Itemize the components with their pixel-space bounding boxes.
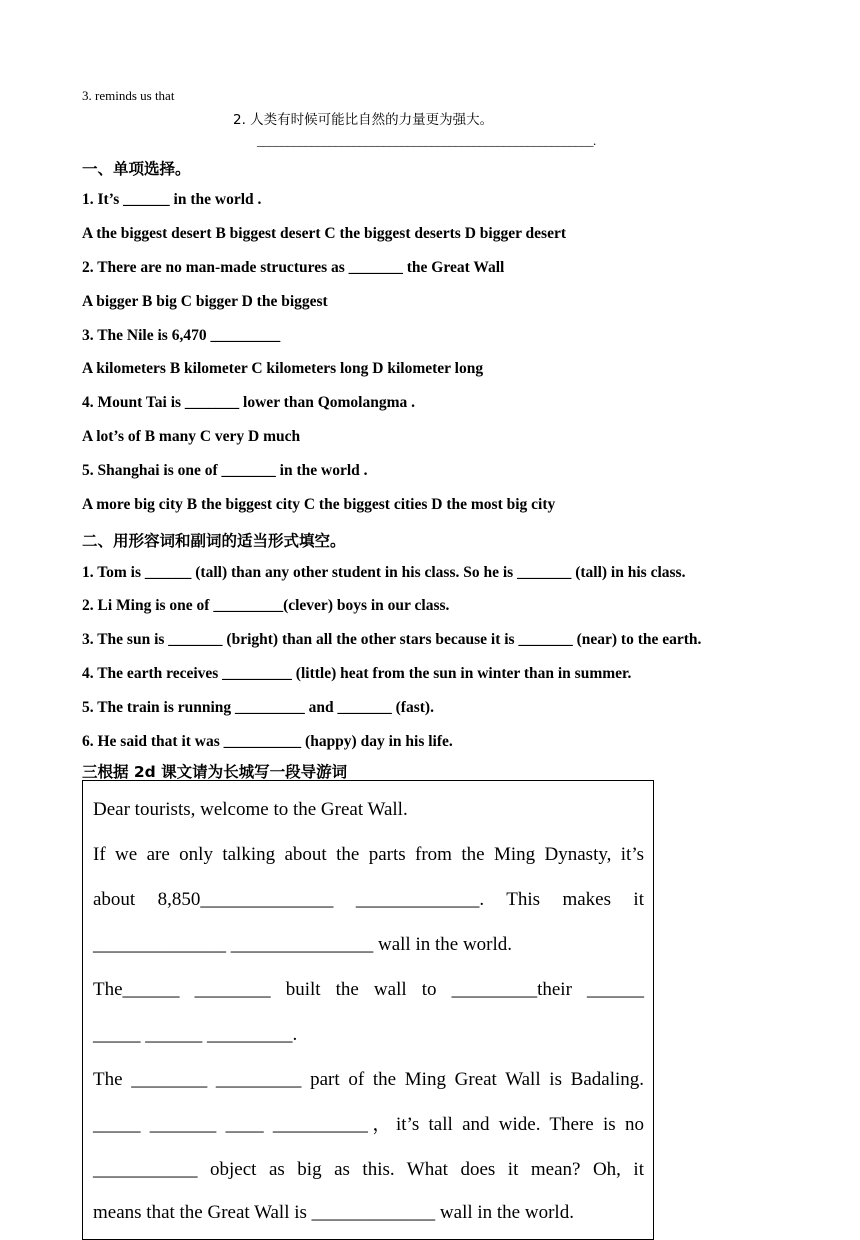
guide-line: The ________ _________ part of the Ming Great Wall is Badaling.	[93, 1069, 644, 1090]
options-line: A kilometers B kilometer C kilometers long D kilometer long	[82, 360, 484, 377]
guide-line: If we are only talking about the parts from the Ming Dynasty, it’s	[93, 844, 644, 865]
guide-line: means that the Great Wall is _____________ wall in the world.	[93, 1202, 574, 1223]
top-line-1: 3. reminds us that	[82, 88, 175, 103]
question-line: 1. It’s ______ in the world .	[82, 191, 262, 208]
question-line: 4. Mount Tai is _______ lower than Qomolangma .	[82, 394, 416, 411]
fill-in-line: 5. The train is running _________ and _______ (fast).	[82, 699, 434, 716]
fill-in-line: 3. The sun is _______ (bright) than all the other stars because it is _______ (near) to the earth.	[82, 631, 702, 648]
top-line-3: ________________________________________________________.	[257, 133, 596, 148]
fill-in-line: 1. Tom is ______ (tall) than any other student in his class. So he is _______ (tall) in his class.	[82, 564, 686, 581]
options-line: A bigger B big C bigger D the biggest	[82, 293, 328, 310]
question-line: 5. Shanghai is one of _______ in the world .	[82, 462, 368, 479]
guide-line: Dear tourists, welcome to the Great Wall.	[93, 799, 408, 820]
options-line: A lot’s of B many C very D much	[82, 428, 301, 445]
options-line: A more big city B the biggest city C the biggest cities D the most big city	[82, 496, 556, 513]
guide-line: The______ ________ built the wall to _________their ______	[93, 979, 644, 1000]
options-line: A the biggest desert B biggest desert C the biggest deserts D bigger desert	[82, 225, 567, 242]
question-line: 3. The Nile is 6,470 _________	[82, 327, 281, 344]
section-1-title: 一、单项选择。	[82, 160, 191, 178]
question-line: 2. There are no man-made structures as _______ the Great Wall	[82, 259, 505, 276]
guide-line: ______________ _______________ wall in the world.	[93, 934, 513, 955]
fill-in-line: 4. The earth receives _________ (little) heat from the sun in winter than in summer.	[82, 665, 632, 682]
guide-line: _____ ______ _________.	[93, 1024, 298, 1045]
guide-line: _____ _______ ____ __________，it’s tall and wide. There is no	[93, 1114, 644, 1135]
section-3-title: 三根据 2d 课文请为长城写一段导游词	[82, 763, 348, 781]
section-2-title: 二、用形容词和副词的适当形式填空。	[82, 532, 346, 550]
guide-line: about 8,850______________ _____________. This makes it	[93, 889, 644, 910]
fill-in-line: 6. He said that it was __________ (happy) day in his life.	[82, 733, 453, 750]
top-line-2: 2. 人类有时候可能比自然的力量更为强大。	[233, 112, 494, 128]
fill-in-line: 2. Li Ming is one of _________(clever) boys in our class.	[82, 597, 450, 614]
guide-line: ___________ object as big as this. What does it mean? Oh, it	[93, 1159, 644, 1180]
